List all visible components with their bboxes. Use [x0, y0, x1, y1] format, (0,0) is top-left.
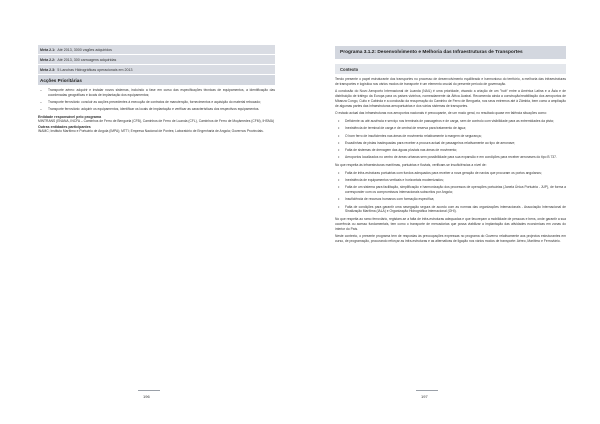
meta-text: Até 2013, 3000 vagões adquiridos — [57, 47, 112, 52]
paragraph: Tendo presente o papel estruturante dos transportes no processo de desenvolvimento equilibrado e harmonioso do território, a melhoria das infraestruturas de transportes e logística nos vários modos de transporte é um elemento crucial do presente período de governação. — [335, 77, 566, 86]
paragraph: O estado actual das infraestruturas nos aeroportos nacionais é preocupante, de um modo geral, no resultado quase em falência situações como: — [335, 111, 547, 116]
list-item: • Falta de sistemas de drenagem das águas pluviais nas áreas de movimento; — [345, 148, 566, 153]
list-item: – Transporte aéreo: adquirir e instalar novos sistemas, incluindo a fase em curso das especificações técnicas de equipamentos, a identificação das coordenadas geográficas e locais de implantação dos equipamentos; — [48, 88, 275, 97]
list-item: • Deficiente ou até ausência e serviço nos terminais de passageiros e de carga, sem de controlo com visibilidade para as extremidades da pista; — [345, 119, 566, 124]
context-heading: Contexto — [335, 64, 566, 74]
other-entities-text: INAMC; Instituto Marítimo e Portuário de Angola (IMPA); MTTI; Empresa Nacional de Pontes; Laboratório de Engenharia de Angola; Governos Provinciais. — [38, 129, 264, 134]
priority-actions-heading: Acções Prioritárias — [38, 75, 275, 85]
program-title: Programa 3.1.2: Desenvolvimento e Melhoria das Infraestruturas de Transportes — [335, 46, 566, 59]
paragraph: No que respeita às infraestruturas marítimas, portuárias e fluviais, verificam-se insuficiências a nível de: — [335, 163, 487, 168]
meta-label: Meta 2.3: — [40, 67, 56, 72]
list-item: • Insuficiência de recursos humanos com formação específica; — [345, 197, 566, 202]
paragraph: No que respeita ao ramo ferroviário, registam-se a falta de infra-estruturas adequadas e que favoreçam a mobilidade de pessoas e bens, onde garantir a sua ocorrência ou acesso fundamentais, tem como o transporte de mercadorias que possa viabilizar a implantação das atividades económicas em zonas do interior do País. — [335, 217, 566, 231]
list-item: • O bom ferro de insuficientes nas áreas de movimento relativamente à margem de segurança; — [345, 134, 566, 139]
responsible-entity-label: Entidade responsável pelo programa — [38, 114, 102, 119]
right-content — [335, 46, 566, 247]
meta-row — [38, 45, 275, 54]
meta-block — [38, 45, 275, 74]
priority-actions-list — [38, 88, 275, 112]
other-entities-label: Outras entidades participantes — [38, 124, 91, 129]
list-item: • Aeroportos localizados no centro de áreas urbanas sem possibilidade para sua expansão e em condições para receber aeronaves do tipo B 737. — [345, 155, 566, 160]
list-item: • Escadinhas de pistas inadequadas para receber a procura actual de passageiros relativamente ao tipo de aeronave; — [345, 141, 566, 146]
paragraph: A conclusão do Novo Aeroporto Internacional de Luanda (NAIL) é uma prioridade, visando a criação de um "hub" entre a América Latina e a Ásia e de distribuição de tráfego da Europa para os países vizinhos, nomeadamente da África Austral. Recomenda ainda a construção/reabilitação dos aeroportos de Mbanza Congo, Cuito e Cabinda e a conclusão da recuperação do Caminho de Ferro de Benguela, nos seus extremos até à Zâmbia, bem como a ampliação de algumas partes das infraestruturas aeroportuárias e dos vários sistemas de transportes. — [335, 89, 566, 108]
page-number: 196 — [143, 394, 150, 399]
right-page — [300, 0, 600, 424]
footer-rule — [416, 390, 438, 391]
left-content — [38, 45, 275, 134]
responsible-entity-text: MINTRANS (ENANA, INCFA – Caminhos de Ferro de Benguela (CFB), Caminhos de Ferro de Luanda (CFL), Caminhos de Ferro de Moçâmedes (CFM), IHSMA) — [38, 119, 274, 124]
list-item: – Transporte ferroviário: concluir as acções precedentes à execução de contratos de manutenção, fornecimentos e aquisição do material rebocado; — [48, 100, 275, 105]
list-item: • Falta de condições para garantir uma navegação segura de acordo com as normas das organizações internacionais - Associação Internacional de Sinalização Marítima (IALA) e Organização Hidrográfica Internacional (OHI). — [345, 205, 566, 214]
list-item: • Inexistência de terminal de carga e de central de reserva para tratamento de água; — [345, 126, 566, 131]
list-item: • Falta de infra-estruturas portuárias com fundos adequados para receber a nova geração de navios que procuram os portos angolanos; — [345, 171, 566, 176]
footer-rule — [138, 390, 160, 391]
paragraph: Neste contexto, o presente programa tem de respostas às preocupações expressas no programa do Governo relativamente aos projectos estruturantes em curso, de programação, procurando reforçar as infra-estruturas e as alternativas de ligação nos vários modos de transporte: Aéreo, Marítimo e Ferroviário. — [335, 234, 566, 243]
list-item: – Transporte ferroviário: adquirir os equipamentos, identificar os locais de implantação e verificar as características dos respectivos equipamentos. — [48, 107, 275, 112]
meta-label: Meta 2.2: — [40, 57, 56, 62]
meta-row — [38, 54, 275, 64]
meta-label: Meta 2.1: — [40, 47, 56, 52]
meta-text: 5 Lanchas Hidrográficas operacionais em 2013 — [57, 67, 133, 72]
list-item: • Inexistência de equipamentos verticais e horizontais modernizados; — [345, 178, 566, 183]
page-number: 197 — [421, 394, 428, 399]
maritime-issues-list — [335, 171, 566, 214]
airport-issues-list — [335, 119, 566, 160]
meta-text: Até 2013, 300 carruagens adquiridas — [57, 57, 117, 62]
list-item: • Falta de um sistema para facilitação, simplificação e harmonização dos processos de operações portuárias (Janela Única Portuária - JUP), de forma a corresponder com os compromissos internacionais subscritos por Angola; — [345, 185, 566, 194]
meta-row — [38, 64, 275, 74]
